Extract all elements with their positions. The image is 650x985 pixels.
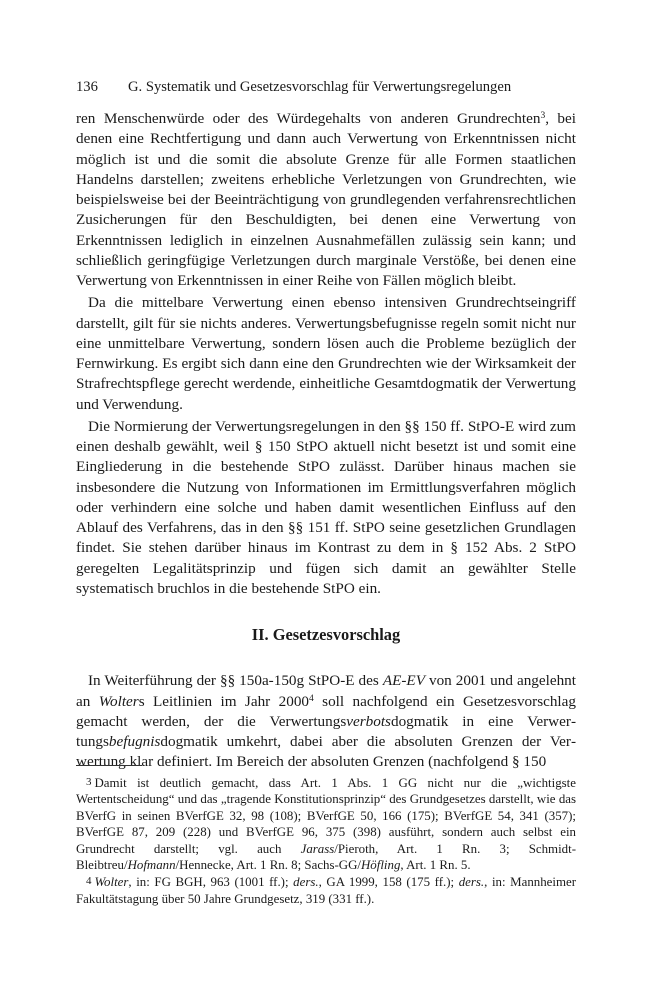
footnotes — [76, 774, 576, 907]
footnote-3-italic-hofmann: Hofmann — [127, 858, 176, 873]
footnote-4-italic-ders-2: ders. — [458, 875, 485, 890]
paragraph-1-text-a: ren Menschenwürde oder des Würdegehalts von anderen Grundrechten — [76, 110, 541, 127]
footnote-4-number: 4 — [86, 875, 92, 888]
footnote-separator — [76, 765, 142, 766]
footnote-3-italic-jarass: Jarass — [300, 841, 335, 856]
running-title: G. Systematik und Gesetzesvorschlag für Verwertungsregelungen — [128, 79, 512, 95]
footnote-3-text-g: , Art. 1 Rn. 5. — [400, 858, 471, 873]
footnote-3-text-e: /Hennecke, Art. 1 Rn. 8; Sachs-GG/ — [175, 858, 361, 873]
paragraph-4-text-e: s Leitlinien im Jahr 2000 — [138, 692, 310, 710]
footnote-4-text-b: , in: FG BGH, 963 (1001 ff.); — [128, 875, 294, 890]
paragraph-4-text-f: soll nachfolgend ein Gesetzesvorschlag gemacht werden, der die Verwertungs — [76, 692, 576, 730]
footnote-3 — [76, 774, 576, 873]
main-text — [76, 109, 576, 773]
footnote-4-text-d: , GA 1999, 158 (175 ff.); — [318, 875, 459, 890]
paragraph-4 — [76, 671, 576, 772]
paragraph-4-text-j: dogmatik umkehrt, dabei aber die absoluten Grenzen der Verwertung klar definiert. Im Bereich der absoluten Grenzen (nachfolgend § 150 — [76, 733, 576, 771]
paragraph-4-italic-wolter: Wolter — [98, 692, 139, 710]
paragraph-1-text-b: , bei denen eine Rechtfertigung und dann auch Verwertung von Erkenntnissen nicht möglich ist und die somit die absolute Grenze für alle Formen staatlichen Handelns darstellen; zweitens erhebliche Verletzungen von Grundrechten, wie beispielsweise bei der Beeinträchtigung von grundlegenden verfahrensrechtlichen Zusicherungen für den Beschuldigten, bei denen eine Verwertung von Erkenntnissen lediglich in einzelnen Ausnahmefällen zulässig sein kann; und schließlich geringfügige Verletzungen durch marginale Verstöße, bei denen eine Verwertung von Erkenntnissen in einer Reihe von Fällen möglich bleibt. — [76, 110, 576, 289]
page-number: 136 — [76, 79, 98, 95]
paragraph-4-text-h: dogmatik in eine Verwertungs — [76, 712, 576, 750]
paragraph-2: Da die mittelbare Verwertung einen ebenso intensiven Grundrechtseingriff darstellt, gilt für sie nichts anderes. Verwertungsbefugnisse regeln somit nicht nur eine unmittelbare Verwertung, sondern lösen auch die Probleme bezüglich der Fernwirkung. Es ergibt sich dann eine den Grundrechten wie der Wirksamkeit der Strafrechtspflege gerecht werdende, einheitliche Gesamtdogmatik der Verwertung und Verwendung. — [76, 294, 576, 413]
running-header — [76, 78, 576, 96]
paragraph-1 — [76, 109, 576, 291]
footnote-4-text-f: , in: Mannheimer Fakultätstagung über 50 Jahre Grundgesetz, 319 (331 ff.). — [76, 875, 576, 906]
footnote-3-text-a: Damit ist deutlich gemacht, dass Art. 1 Abs. 1 GG nicht nur die „wichtigste Wertentscheidung“ und das „tragende Konstitutionsprinzip“ des Grundgesetzes darstellt, wie das BVerfG in seinen BVerfGE 32, 98 (108); BVerfGE 50, 166 (175); BVerfGE 54, 341 (357); BVerfGE 87, 209 (228) und BVerfGE 96, 375 (398) ausführt, sondern auch selbst ein Grundrecht darstellt; vgl. auch — [76, 776, 576, 856]
paragraph-4-text-c: von 2001 und angelehnt an — [76, 672, 576, 710]
section-heading: II. Gesetzesvorschlag — [251, 625, 401, 644]
paragraph-4-text-a: In Weiterführung der §§ 150a-150g StPO-E des — [88, 672, 383, 690]
paragraph-3: Die Normierung der Verwertungsregelungen in den §§ 150 ff. StPO-E wird zum einen deshalb gewählt, weil § 150 StPO aktuell nicht besetzt ist und somit eine Eingliederung in die bestehende StPO zulässt. Darüber hinaus machen sie insbesondere die Nutzung von Informationen im Ermittlungsverfahren möglich oder verhindern eine solche und haben damit wesentlichen Einfluss auf den Ablauf des Verfahrens, das in den §§ 151 ff. StPO seine gesetzlichen Grundlagen findet. Sie stehen darüber hinaus im Kontrast zu dem in § 152 Abs. 2 StPO geregelten Legalitätsprinzip und fügen sich damit an gewählter Stelle systematisch bruchlos in die bestehende StPO ein. — [76, 417, 576, 597]
footnote-4 — [76, 873, 576, 907]
paragraph-4-italic-verbots: verbots — [346, 712, 391, 730]
paragraph-4-italic-befugnis: befugnis — [108, 733, 161, 750]
footnote-3-number: 3 — [86, 776, 92, 788]
footnote-ref-4: 4 — [309, 693, 314, 704]
footnote-3-italic-hoefling: Höfling — [361, 858, 401, 873]
paragraph-4-italic-ae-ev: AE-EV — [382, 672, 425, 690]
footnote-3-text-c: /Pieroth, Art. 1 Rn. 3; Schmidt-Bleibtreu/ — [76, 841, 576, 873]
footnote-4-italic-wolter: Wolter — [94, 875, 129, 890]
footnote-ref-3: 3 — [540, 111, 546, 121]
footnote-4-italic-ders-1: ders. — [293, 875, 319, 890]
